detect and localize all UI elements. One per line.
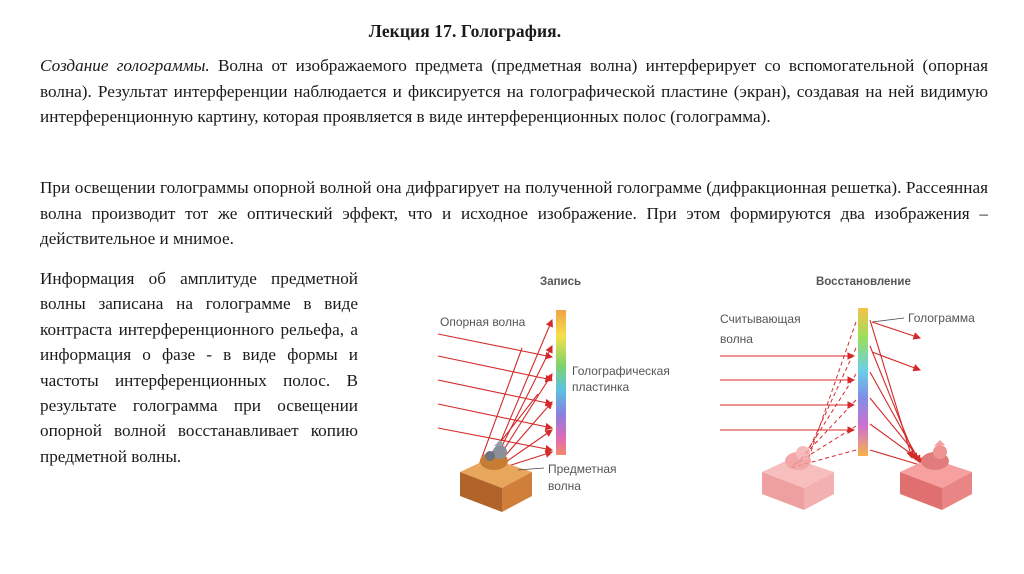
hologram-label: Голограмма [908, 311, 975, 325]
plate-label-2: пластинка [572, 380, 630, 394]
virtual-image-object [762, 446, 834, 510]
hologram-plate [858, 308, 868, 456]
reconstruct-heading: Восстановление [816, 276, 911, 288]
side-text-amplitude-phase: Информация об амплитуде предметной волны записана на голограмме в виде контраста интерференционного рельефа, а информация о фазе - в виде формы и частоты интерференционных полос. В результате голограмма при освещении опорной волной восстанавливает копию предметной волны. [40, 269, 358, 466]
record-heading: Запись [540, 276, 582, 288]
real-image-object [900, 440, 972, 510]
real-image-rays [870, 320, 930, 468]
holography-figure [420, 262, 1000, 562]
paragraph-lead: Создание голограммы. [40, 56, 210, 75]
object-wave-rays [478, 320, 552, 468]
holography-diagram [420, 262, 1000, 562]
holographic-plate [556, 310, 566, 455]
reading-rays [720, 356, 854, 430]
hologram-pointer [872, 318, 904, 322]
object-wave-label-1: Предметная [548, 462, 617, 476]
reference-wave-label: Опорная волна [440, 315, 526, 329]
reading-wave-label-1: Считывающая [720, 312, 801, 326]
virtual-image-rays [790, 322, 856, 468]
reading-wave-label-2: волна [720, 332, 753, 346]
object-wave-label-2: волна [548, 479, 581, 493]
reference-rays [438, 334, 552, 450]
page-title: Лекция 17. Голография. [368, 21, 562, 41]
paragraph-body: Волна от изображаемого предмета (предметная волна) интерферирует со вспомогательной (опорная волна). Результат интерференции наблюдается и фиксируется на голографической пластине (экран), создавая на ней видимую интерференционную картину, которая проявляется в виде интерференционных полос (голограмма). [40, 56, 988, 126]
paragraph-reconstruction: При освещении голограммы опорной волной она дифрагирует на полученной голограмме (дифракционная решетка). Рассеянная волна производит тот же оптический эффект, что и исходное изображение. При этом формируются два изображения – действительное и мнимое. [40, 178, 988, 248]
paragraph-hologram-creation [40, 53, 988, 130]
plate-label-1: Голографическая [572, 364, 670, 378]
